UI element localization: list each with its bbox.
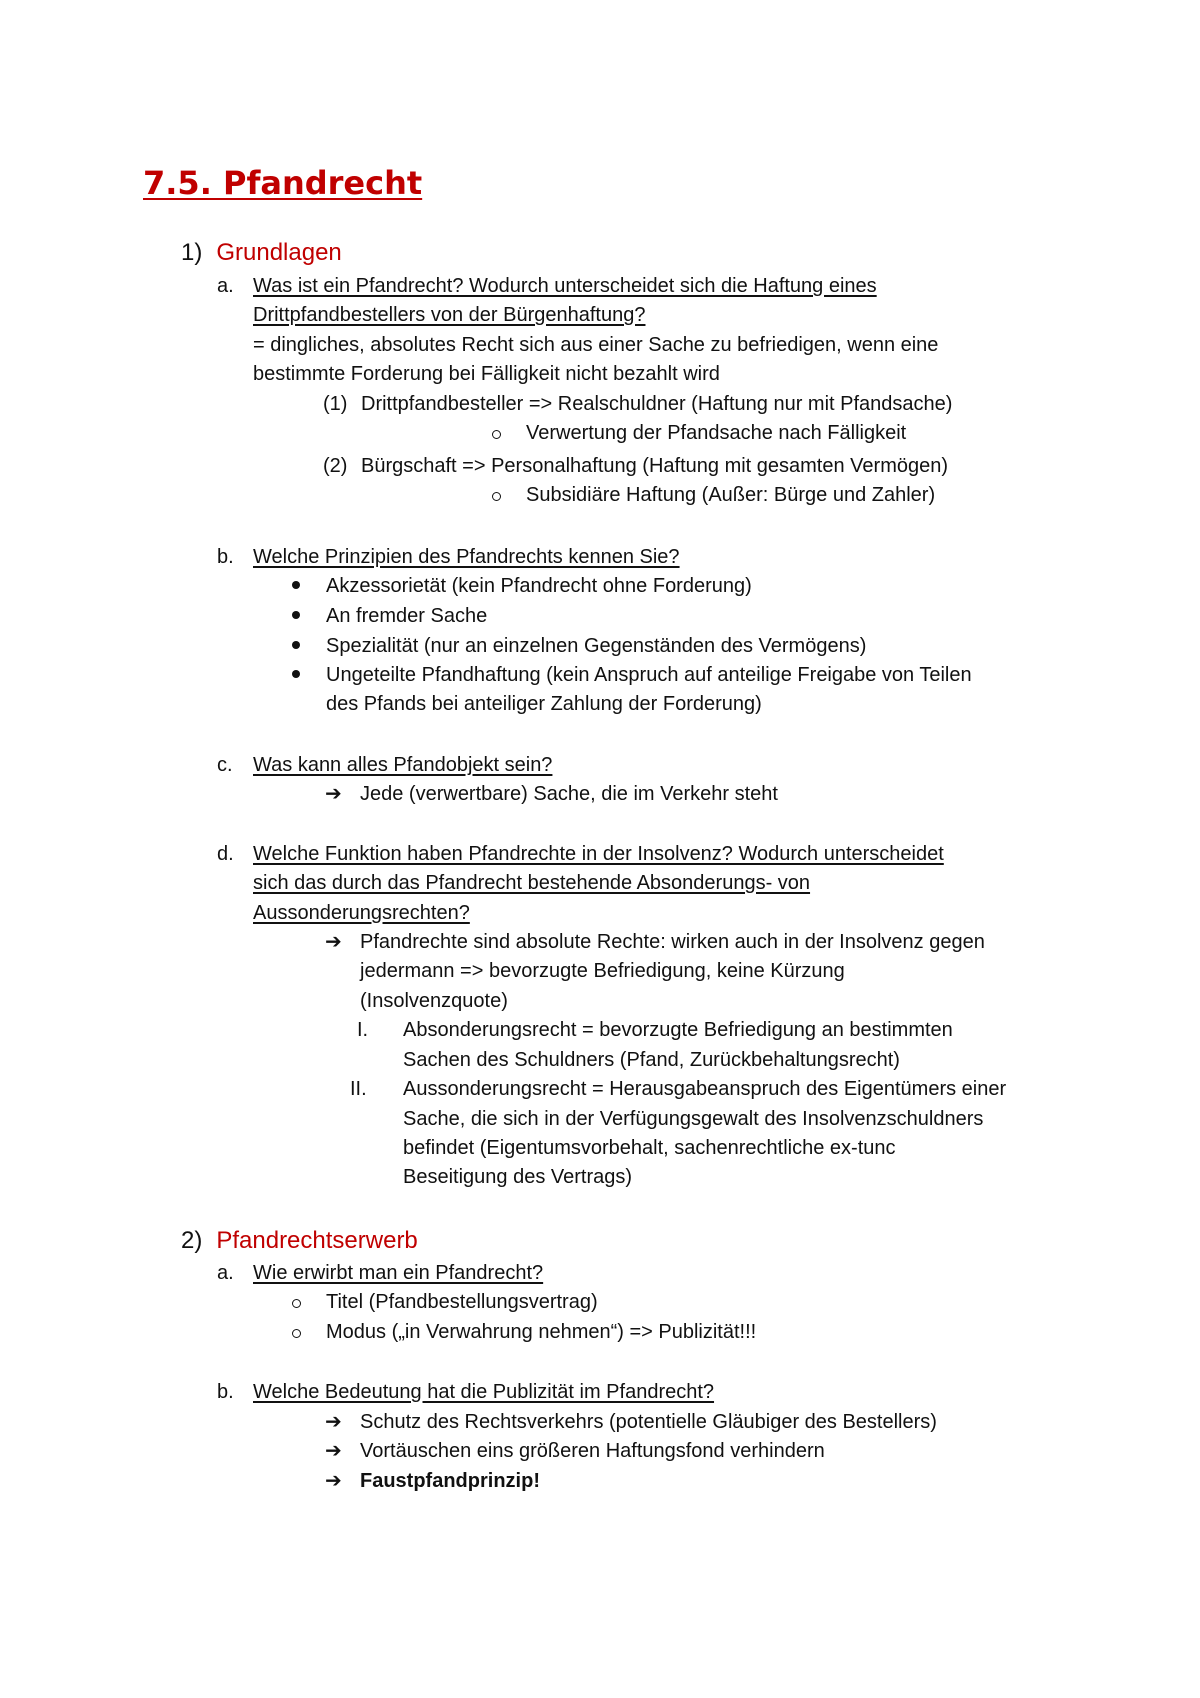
circle-bullet-icon (292, 1329, 301, 1338)
question-line: Welche Prinzipien des Pfandrechts kennen Sie? (253, 546, 680, 568)
circle-bullet-icon (292, 1299, 301, 1308)
section-label: Pfandrechtserwerb (216, 1227, 418, 1254)
list-marker: II. (350, 1078, 367, 1100)
section-heading-2 (181, 1225, 418, 1257)
list-marker: a. (217, 275, 234, 297)
list-marker: b. (217, 1381, 234, 1403)
list-marker: c. (217, 754, 233, 776)
list-item-continuation: Sachen des Schuldners (Pfand, Zurückbehaltungsrecht) (403, 1049, 900, 1071)
question-line: Welche Funktion haben Pfandrechte in der Insolvenz? Wodurch unterscheidet (253, 843, 944, 865)
arrow-right-icon: ➔ (325, 931, 342, 953)
list-item: Faustpfandprinzip! (360, 1470, 540, 1492)
list-item: Aussonderungsrecht = Herausgabeanspruch des Eigentümers einer (403, 1078, 1007, 1100)
question-line: Wie erwirbt man ein Pfandrecht? (253, 1262, 544, 1284)
section-number: 1) (181, 239, 203, 266)
arrow-right-icon: ➔ (325, 1440, 342, 1462)
question-line: Aussonderungsrechten? (253, 902, 470, 924)
list-item-continuation: jedermann => bevorzugte Befriedigung, keine Kürzung (360, 960, 845, 982)
list-item: Jede (verwertbare) Sache, die im Verkehr steht (360, 783, 778, 805)
list-item: Subsidiäre Haftung (Außer: Bürge und Zahler) (526, 484, 936, 506)
circle-bullet-icon (492, 492, 501, 501)
list-item: Drittpfandbesteller => Realschuldner (Haftung nur mit Pfandsache) (361, 393, 953, 415)
bullet-icon (292, 670, 300, 678)
bullet-icon (292, 641, 300, 649)
question-line: Was ist ein Pfandrecht? Wodurch unterscheidet sich die Haftung eines (253, 275, 877, 297)
list-marker: a. (217, 1262, 234, 1284)
list-item: Pfandrechte sind absolute Rechte: wirken auch in der Insolvenz gegen (360, 931, 985, 953)
question-line: Welche Bedeutung hat die Publizität im Pfandrecht? (253, 1381, 715, 1403)
bullet-icon (292, 581, 300, 589)
list-marker: d. (217, 843, 234, 865)
list-marker: (1) (323, 393, 348, 415)
list-item-continuation: Sache, die sich in der Verfügungsgewalt des Insolvenzschuldners (403, 1108, 984, 1130)
list-marker: I. (357, 1019, 369, 1041)
list-item-continuation: des Pfands bei anteiliger Zahlung der Forderung) (326, 693, 762, 715)
list-marker: b. (217, 546, 234, 568)
answer-line: = dingliches, absolutes Recht sich aus einer Sache zu befriedigen, wenn eine (253, 334, 939, 356)
question-line: Drittpfandbestellers von der Bürgenhaftung? (253, 304, 646, 326)
list-item: An fremder Sache (326, 605, 488, 627)
question-line: sich das durch das Pfandrecht bestehende Absonderungs- von (253, 872, 811, 894)
list-item: Modus („in Verwahrung nehmen“) => Publizität!!! (326, 1321, 757, 1343)
arrow-right-icon: ➔ (325, 783, 342, 805)
list-item: Verwertung der Pfandsache nach Fälligkeit (526, 422, 907, 444)
section-heading-1 (181, 237, 342, 269)
list-item: Bürgschaft => Personalhaftung (Haftung mit gesamten Vermögen) (361, 455, 949, 477)
circle-bullet-icon (492, 430, 501, 439)
section-label: Grundlagen (216, 239, 342, 266)
list-item: Ungeteilte Pfandhaftung (kein Anspruch auf anteilige Freigabe von Teilen (326, 664, 972, 686)
list-marker: (2) (323, 455, 348, 477)
section-number: 2) (181, 1227, 203, 1254)
list-item: Absonderungsrecht = bevorzugte Befriedigung an bestimmten (403, 1019, 953, 1041)
list-item: Akzessorietät (kein Pfandrecht ohne Forderung) (326, 575, 752, 597)
list-item-continuation: (Insolvenzquote) (360, 990, 508, 1012)
list-item: Vortäuschen eins größeren Haftungsfond verhindern (360, 1440, 825, 1462)
list-item-continuation: befindet (Eigentumsvorbehalt, sachenrechtliche ex-tunc (403, 1137, 896, 1159)
bullet-icon (292, 611, 300, 619)
page-title: 7.5. Pfandrecht (143, 164, 423, 202)
arrow-right-icon: ➔ (325, 1470, 342, 1492)
list-item: Titel (Pfandbestellungsvertrag) (326, 1291, 598, 1313)
list-item: Schutz des Rechtsverkehrs (potentielle Gläubiger des Bestellers) (360, 1411, 937, 1433)
list-item-continuation: Beseitigung des Vertrags) (403, 1166, 633, 1188)
question-line: Was kann alles Pfandobjekt sein? (253, 754, 553, 776)
arrow-right-icon: ➔ (325, 1411, 342, 1433)
list-item: Spezialität (nur an einzelnen Gegenständen des Vermögens) (326, 635, 867, 657)
answer-line: bestimmte Forderung bei Fälligkeit nicht bezahlt wird (253, 363, 720, 385)
